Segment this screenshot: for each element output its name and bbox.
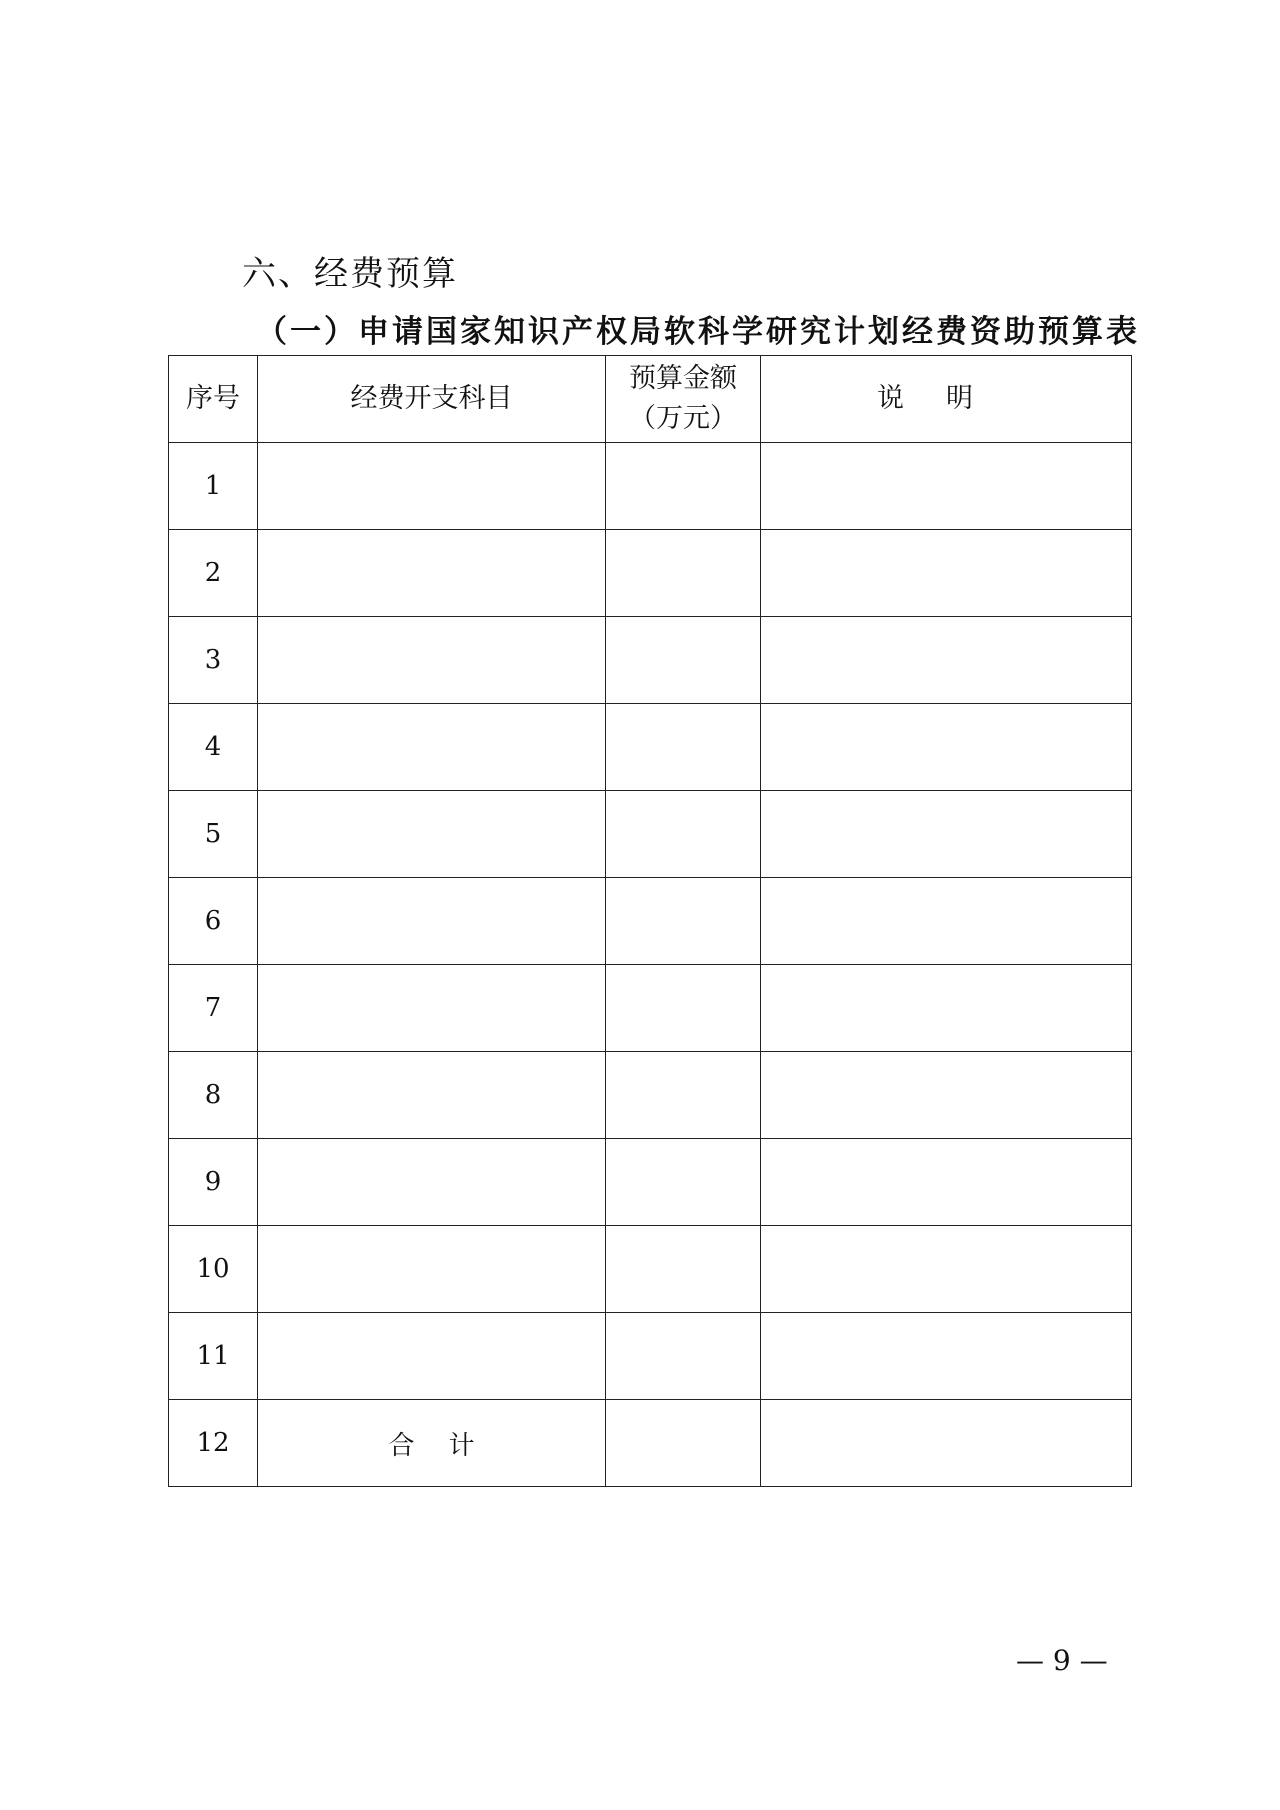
row-seq: 11 <box>169 1313 258 1400</box>
row-item[interactable] <box>258 530 606 617</box>
header-seq: 序号 <box>169 356 258 443</box>
row-seq: 8 <box>169 1052 258 1139</box>
row-amount[interactable] <box>606 530 761 617</box>
row-seq: 1 <box>169 443 258 530</box>
row-item[interactable] <box>258 617 606 704</box>
table-row <box>169 617 1132 704</box>
row-amount[interactable] <box>606 1139 761 1226</box>
row-amount[interactable] <box>606 704 761 791</box>
row-amount[interactable] <box>606 443 761 530</box>
total-label: 合计 <box>258 1400 606 1487</box>
row-amount[interactable] <box>606 965 761 1052</box>
row-seq: 7 <box>169 965 258 1052</box>
row-item[interactable] <box>258 443 606 530</box>
row-note[interactable] <box>761 617 1132 704</box>
row-note[interactable] <box>761 1052 1132 1139</box>
table-row <box>169 965 1132 1052</box>
row-note[interactable] <box>761 1139 1132 1226</box>
page-number: — 9 — <box>1016 1644 1108 1677</box>
total-amount[interactable] <box>606 1400 761 1487</box>
table-row-total <box>169 1400 1132 1487</box>
row-note[interactable] <box>761 530 1132 617</box>
table-row <box>169 1313 1132 1400</box>
row-seq: 5 <box>169 791 258 878</box>
header-item: 经费开支科目 <box>258 356 606 443</box>
row-note[interactable] <box>761 878 1132 965</box>
header-amount-line1: 预算金额 <box>629 363 737 394</box>
row-item[interactable] <box>258 704 606 791</box>
row-note[interactable] <box>761 1313 1132 1400</box>
row-seq: 9 <box>169 1139 258 1226</box>
row-item[interactable] <box>258 965 606 1052</box>
table-row <box>169 530 1132 617</box>
row-seq: 2 <box>169 530 258 617</box>
table-row <box>169 1052 1132 1139</box>
section-heading: 六、经费预算 <box>242 254 458 294</box>
row-seq: 12 <box>169 1400 258 1487</box>
row-note[interactable] <box>761 704 1132 791</box>
row-note[interactable] <box>761 791 1132 878</box>
row-note[interactable] <box>761 443 1132 530</box>
table-row <box>169 1226 1132 1313</box>
row-amount[interactable] <box>606 1313 761 1400</box>
table-row <box>169 1139 1132 1226</box>
header-note: 说明 <box>761 356 1132 443</box>
row-item[interactable] <box>258 791 606 878</box>
total-note[interactable] <box>761 1400 1132 1487</box>
row-item[interactable] <box>258 878 606 965</box>
budget-table <box>168 355 1132 1487</box>
header-amount <box>606 356 761 443</box>
row-amount[interactable] <box>606 791 761 878</box>
row-seq: 10 <box>169 1226 258 1313</box>
row-amount[interactable] <box>606 617 761 704</box>
table-row <box>169 878 1132 965</box>
table-title: （一）申请国家知识产权局软科学研究计划经费资助预算表 <box>256 314 1140 350</box>
table-row <box>169 704 1132 791</box>
row-seq: 6 <box>169 878 258 965</box>
table-row <box>169 791 1132 878</box>
row-seq: 4 <box>169 704 258 791</box>
row-item[interactable] <box>258 1139 606 1226</box>
row-item[interactable] <box>258 1052 606 1139</box>
row-amount[interactable] <box>606 878 761 965</box>
row-item[interactable] <box>258 1226 606 1313</box>
row-item[interactable] <box>258 1313 606 1400</box>
row-amount[interactable] <box>606 1226 761 1313</box>
table-row <box>169 443 1132 530</box>
row-note[interactable] <box>761 1226 1132 1313</box>
row-amount[interactable] <box>606 1052 761 1139</box>
table-header-row <box>169 356 1132 443</box>
row-seq: 3 <box>169 617 258 704</box>
header-amount-line2: （万元） <box>629 403 737 434</box>
row-note[interactable] <box>761 965 1132 1052</box>
